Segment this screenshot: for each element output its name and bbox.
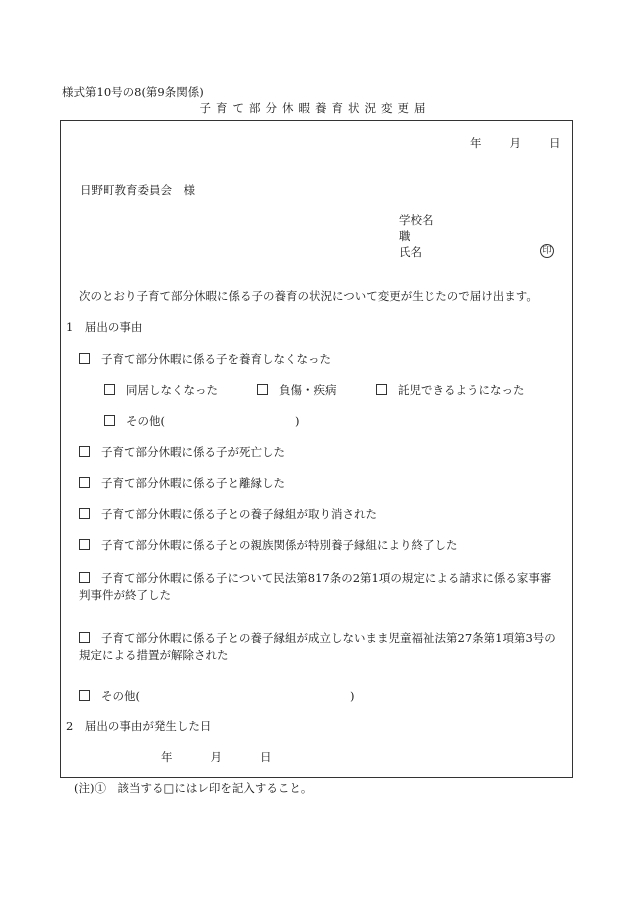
option-no-longer-caring[interactable] [79, 353, 331, 366]
date-day-label: 日 [549, 136, 561, 150]
checkbox[interactable] [79, 539, 90, 550]
option-other[interactable]: その他( ) [79, 690, 355, 703]
option-special-adoption-ended[interactable]: 子育て部分休暇に係る子との親族関係が特別養子縁組により終了した [79, 539, 458, 552]
suboption-not-living-together[interactable]: 同居しなくなった [104, 384, 218, 397]
checkbox[interactable] [79, 353, 90, 364]
option-adoption-cancelled[interactable]: 子育て部分休暇に係る子との養子縁組が取り消された [79, 508, 377, 521]
checkbox[interactable] [79, 446, 90, 457]
intro-statement: 次のとおり子育て部分休暇に係る子の養育の状況について変更が生じたので届け出ます。 [79, 289, 538, 303]
form-number: 様式第10号の8(第9条関係) [62, 85, 204, 99]
section-reason-heading: 1 届出の事由 [66, 320, 143, 334]
checkbox[interactable] [104, 384, 115, 395]
form-title: 子育て部分休暇養育状況変更届 [199, 101, 431, 115]
option-dissolved-adoption[interactable]: 子育て部分休暇に係る子と離縁した [79, 477, 285, 490]
suboption-injury-illness[interactable]: 負傷・疾病 [257, 384, 337, 397]
footnote: (注)① 該当する□にはレ印を記入すること。 [74, 781, 313, 795]
option-family-court-case-ended[interactable]: 子育て部分休暇に係る子について民法第817条の2第1項の規定による請求に係る家事審判事件が終了した [79, 571, 552, 602]
date-month-label: 月 [509, 136, 521, 150]
checkbox[interactable] [79, 632, 90, 643]
addressee: 日野町教育委員会 様 [80, 183, 195, 197]
option-child-died[interactable]: 子育て部分休暇に係る子が死亡した [79, 446, 285, 459]
occurrence-date: 年 月 日 [161, 750, 272, 764]
option-welfare-measure-lifted[interactable]: 子育て部分休暇に係る子との養子縁組が成立しないまま児童福祉法第27条第1項第3号の規定による措置が解除された [79, 631, 556, 662]
position-label: 職 [399, 229, 411, 243]
suboption-other[interactable]: その他( ) [104, 415, 300, 428]
submission-date [470, 138, 561, 150]
checkbox[interactable] [79, 572, 90, 583]
option-label: 子育て部分休暇に係る子を養育しなくなった [101, 352, 331, 366]
checkbox[interactable] [257, 384, 268, 395]
checkbox[interactable] [79, 508, 90, 519]
school-name-label: 学校名 [399, 213, 434, 227]
suboption-daycare-available[interactable]: 託児できるようになった [376, 384, 525, 397]
section-occurrence-date-heading: 2 届出の事由が発生した日 [66, 719, 212, 733]
checkbox[interactable] [104, 415, 115, 426]
checkbox[interactable] [79, 690, 90, 701]
applicant-name-label: 氏名 [399, 245, 422, 259]
seal-mark: 印 [540, 244, 554, 258]
date-year-label: 年 [470, 136, 482, 150]
checkbox[interactable] [376, 384, 387, 395]
checkbox[interactable] [79, 477, 90, 488]
